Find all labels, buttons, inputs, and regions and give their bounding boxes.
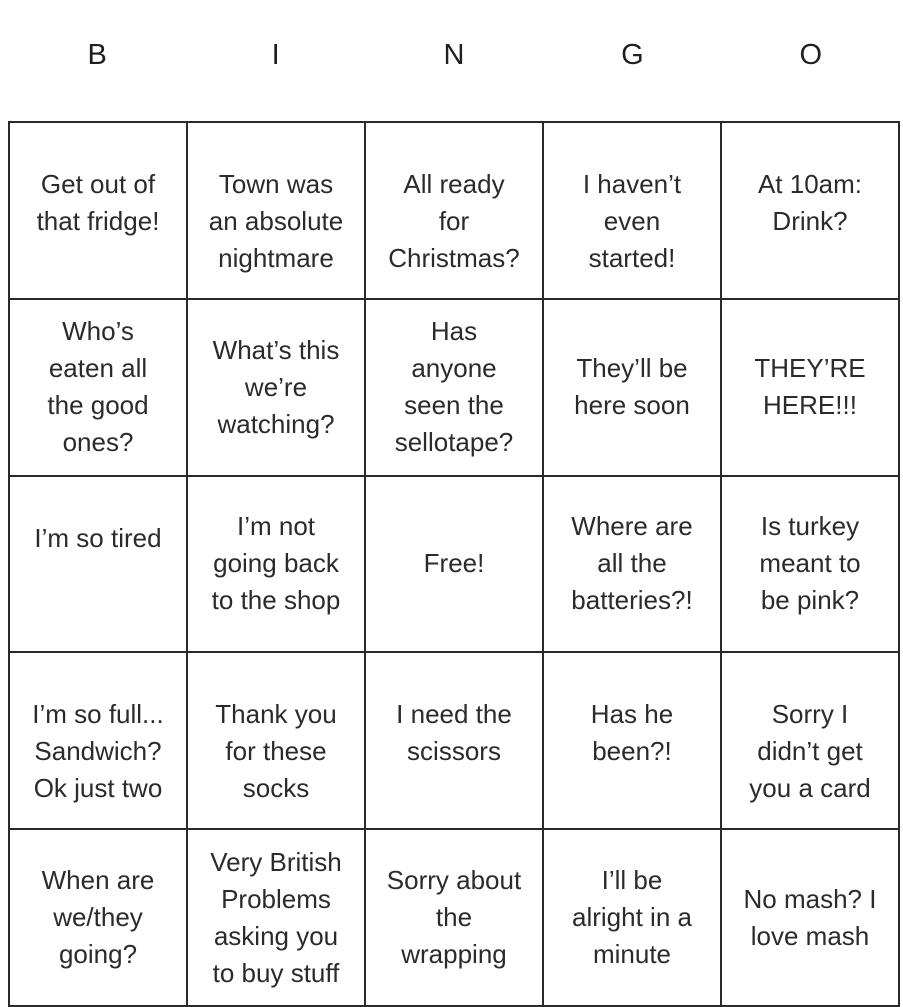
header-letter-g: G xyxy=(621,38,644,71)
bingo-cell-r1c4[interactable]: I haven’t even started! xyxy=(544,123,722,300)
bingo-cell-r4c3[interactable]: I need the scissors xyxy=(366,653,544,830)
bingo-cell-r2c5[interactable]: THEY’RE HERE!!! xyxy=(722,300,900,477)
bingo-grid xyxy=(8,121,900,1007)
bingo-cell-r3c4[interactable]: Where are all the batteries?! xyxy=(544,477,722,654)
header-letter-o: O xyxy=(799,38,823,71)
bingo-cell-r2c2[interactable]: What’s this we’re watching? xyxy=(188,300,366,477)
bingo-cell-r2c1[interactable]: Who’s eaten all the good ones? xyxy=(10,300,188,477)
bingo-header xyxy=(8,0,900,110)
bingo-cell-r2c3[interactable]: Has anyone seen the sellotape? xyxy=(366,300,544,477)
header-letter-n: N xyxy=(443,38,465,71)
bingo-cell-r3c3[interactable]: Free! xyxy=(366,477,544,654)
bingo-cell-r5c4[interactable]: I’ll be alright in a minute xyxy=(544,830,722,1007)
bingo-cell-r3c2[interactable]: I’m not going back to the shop xyxy=(188,477,366,654)
bingo-cell-r3c1[interactable]: I’m so tired xyxy=(10,477,188,654)
bingo-cell-r4c1[interactable]: I’m so full... Sandwich? Ok just two xyxy=(10,653,188,830)
bingo-cell-r5c5[interactable]: No mash? I love mash xyxy=(722,830,900,1007)
header-letter-i: I xyxy=(271,38,280,71)
bingo-cell-r1c3[interactable]: All ready for Christmas? xyxy=(366,123,544,300)
bingo-cell-r1c5[interactable]: At 10am: Drink? xyxy=(722,123,900,300)
bingo-cell-r4c2[interactable]: Thank you for these socks xyxy=(188,653,366,830)
bingo-cell-r4c5[interactable]: Sorry I didn’t get you a card xyxy=(722,653,900,830)
bingo-cell-r4c4[interactable]: Has he been?! xyxy=(544,653,722,830)
bingo-cell-r2c4[interactable]: They’ll be here soon xyxy=(544,300,722,477)
bingo-cell-r5c3[interactable]: Sorry about the wrapping xyxy=(366,830,544,1007)
bingo-cell-r3c5[interactable]: Is turkey meant to be pink? xyxy=(722,477,900,654)
header-letter-b: B xyxy=(87,38,107,71)
bingo-cell-r1c1[interactable]: Get out of that fridge! xyxy=(10,123,188,300)
bingo-cell-r5c2[interactable]: Very British Problems asking you to buy stuff xyxy=(188,830,366,1007)
bingo-cell-r5c1[interactable]: When are we/they going? xyxy=(10,830,188,1007)
bingo-cell-r1c2[interactable]: Town was an absolute nightmare xyxy=(188,123,366,300)
